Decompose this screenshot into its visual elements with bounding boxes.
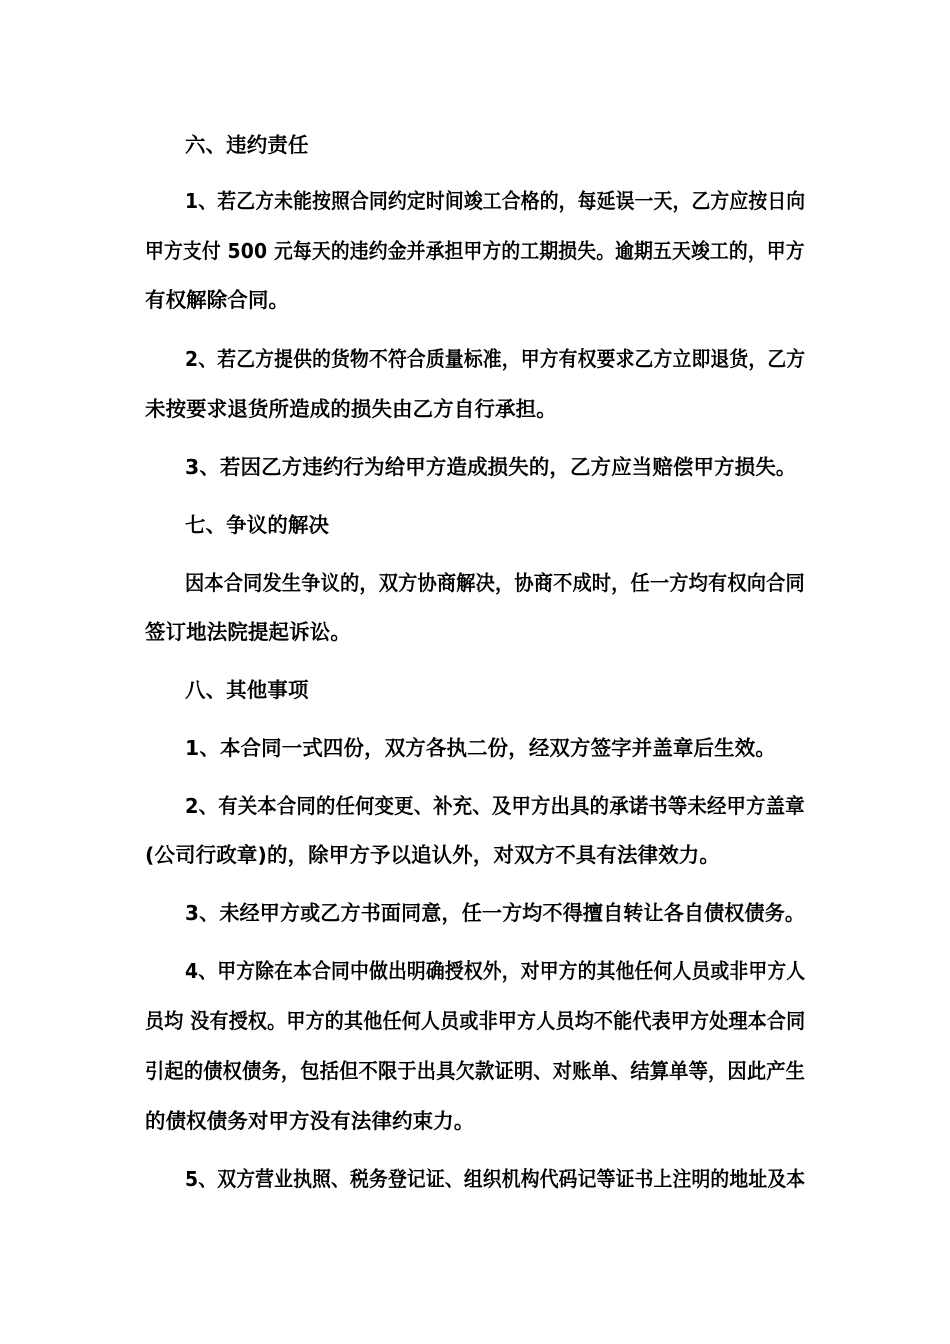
paragraph-line: 3、若因乙方违约行为给甲方造成损失的，乙方应当赔偿甲方损失。 bbox=[185, 455, 797, 479]
paragraph-line: 有权解除合同。 bbox=[145, 288, 290, 312]
paragraph-line: 3、未经甲方或乙方书面同意，任一方均不得擅自转让各自债权债务。 bbox=[185, 901, 806, 925]
section-heading-6: 六、违约责任 bbox=[185, 133, 309, 157]
paragraph-line: 5、双方营业执照、税务登记证、组织机构代码记等证书上注明的地址及本 bbox=[185, 1167, 806, 1191]
paragraph-line: 2、若乙方提供的货物不符合质量标准，甲方有权要求乙方立即退货，乙方 bbox=[185, 347, 806, 371]
paragraph-line: 1、本合同一式四份，双方各执二份，经双方签字并盖章后生效。 bbox=[185, 736, 776, 760]
paragraph-line: 的债权债务对甲方没有法律约束力。 bbox=[145, 1109, 475, 1133]
section-heading-7: 七、争议的解决 bbox=[185, 513, 330, 537]
paragraph-line: 因本合同发生争议的，双方协商解决，协商不成时，任一方均有权向合同 bbox=[185, 571, 805, 595]
paragraph-line: 员均 没有授权。甲方的其他任何人员或非甲方人员均不能代表甲方处理本合同 bbox=[145, 1009, 806, 1033]
paragraph-line: 4、甲方除在本合同中做出明确授权外，对甲方的其他任何人员或非甲方人 bbox=[185, 959, 806, 983]
section-heading-8: 八、其他事项 bbox=[185, 678, 309, 702]
paragraph-line: 未按要求退货所造成的损失由乙方自行承担。 bbox=[145, 397, 557, 421]
paragraph-line: 引起的债权债务，包括但不限于出具欠款证明、对账单、结算单等，因此产生 bbox=[145, 1059, 806, 1083]
paragraph-line: 签订地法院提起诉讼。 bbox=[145, 620, 351, 644]
paragraph-line: 甲方支付 500 元每天的违约金并承担甲方的工期损失。逾期五天竣工的，甲方 bbox=[145, 239, 805, 263]
paragraph-line: 2、有关本合同的任何变更、补充、及甲方出具的承诺书等未经甲方盖章 bbox=[185, 794, 805, 818]
paragraph-line: 1、若乙方未能按照合同约定时间竣工合格的，每延误一天，乙方应按日向 bbox=[185, 189, 806, 213]
paragraph-line: (公司行政章)的，除甲方予以追认外，对双方不具有法律效力。 bbox=[145, 843, 720, 867]
